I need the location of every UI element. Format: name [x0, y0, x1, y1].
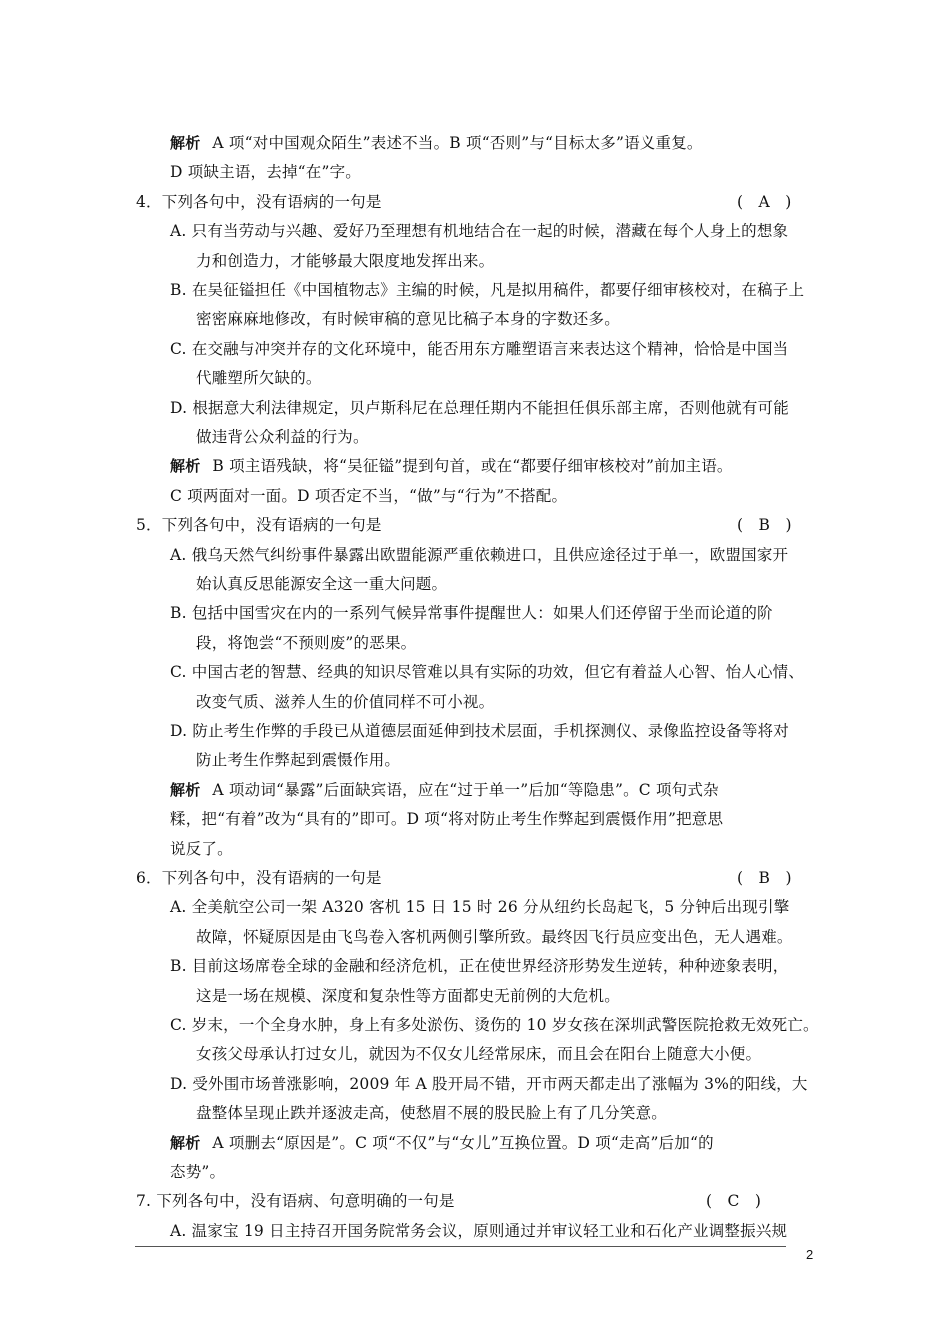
option-line: C. 中国古老的智慧、经典的知识尽管难以具有实际的功效，但它有着益人心智、怡人心情、: [170, 663, 805, 682]
option-continuation: 改变气质、滋养人生的价值同样不可小视。: [196, 692, 495, 711]
footer-rule: [135, 1246, 786, 1247]
page-number: 2: [806, 1247, 814, 1262]
analysis-text: A 项动词“暴露”后面缺宾语，应在“过于单一”后加“等隐患”。C 项句式杂: [212, 780, 719, 799]
option-continuation: 代雕塑所欠缺的。: [196, 369, 322, 388]
option-line: B. 在吴征镒担任《中国植物志》主编的时候，凡是拟用稿件，都要仔细审核校对，在稿子上: [170, 281, 805, 299]
analysis-label: 解析: [170, 1133, 201, 1152]
option-continuation: 力和创造力，才能够最大限度地发挥出来。: [196, 251, 495, 270]
analysis-line: [170, 839, 233, 859]
analysis-line: [170, 809, 723, 829]
analysis-text: C 项两面对一面。D 项否定不当，“做”与“行为”不搭配。: [170, 486, 568, 505]
question-stem: 5．下列各句中，没有语病的一句是: [136, 516, 382, 535]
option-line: B. 目前这场席卷全球的金融和经济危机，正在使世界经济形势发生逆转，种种迹象表明，: [170, 957, 789, 976]
option-line: A. 俄乌天然气纠纷事件暴露出欧盟能源严重依赖进口，且供应途径过于单一，欧盟国家开: [170, 545, 789, 564]
option-line: D. 受外围市场普涨影响，2009 年 A 股开局不错，开市两天都走出了涨幅为 3%的阳线，大: [170, 1074, 808, 1093]
option-line: A. 温家宝 19 日主持召开国务院常务会议，原则通过并审议轻工业和石化产业调整振兴规: [170, 1221, 788, 1240]
analysis-line: [170, 780, 719, 800]
option-line: D. 防止考生作弊的手段已从道德层面延伸到技术层面，手机探测仪、录像监控设备等将对: [170, 722, 789, 740]
option-line: B. 包括中国雪灾在内的一系列气候异常事件提醒世人：如果人们还停留于坐而论道的阶: [170, 604, 773, 623]
option-line: C. 岁末，一个全身水肿，身上有多处淤伤、烫伤的 10 岁女孩在深圳武警医院抢救无效死亡。: [170, 1016, 819, 1034]
option-continuation: 密密麻麻地修改，有时候审稿的意见比稿子本身的字数还多。: [196, 310, 620, 329]
option-continuation: 这是一场在规模、深度和复杂性等方面都史无前例的大危机。: [196, 986, 620, 1005]
option-continuation: 段，将饱尝“不预则废”的恶果。: [196, 633, 417, 652]
analysis-line: [170, 486, 567, 506]
option-continuation: 做违背公众利益的行为。: [196, 428, 369, 446]
question-stem: 6．下列各句中，没有语病的一句是: [136, 869, 382, 887]
analysis-text: 说反了。: [170, 839, 233, 858]
answer-key: ( B ): [737, 869, 792, 887]
option-continuation: 女孩父母承认打过女儿，就因为不仅女儿经常尿床，而且会在阳台上随意大小便。: [196, 1045, 762, 1064]
question-stem: 7. 下列各句中，没有语病、句意明确的一句是: [136, 1192, 455, 1211]
option-continuation: 盘整体呈现止跌并逐波走高，使愁眉不展的股民脸上有了几分笑意。: [196, 1104, 668, 1123]
option-line: C. 在交融与冲突并存的文化环境中，能否用东方雕塑语言来表达这个精神，恰恰是中国当: [170, 339, 789, 358]
analysis-label: 解析: [170, 134, 201, 152]
analysis-text: A 项删去“原因是”。C 项“不仅”与“女儿”互换位置。D 项“走高”后加“的: [212, 1133, 714, 1152]
option-continuation: 始认真反思能源安全这一重大问题。: [196, 575, 448, 593]
option-continuation: 故障，怀疑原因是由飞鸟卷入客机两侧引擎所致。最终因飞行员应变出色，无人遇难。: [196, 927, 793, 946]
analysis-text: D 项缺主语，去掉“在”字。: [170, 163, 362, 182]
analysis-label: 解析: [170, 780, 201, 799]
option-line: D. 根据意大利法律规定，贝卢斯科尼在总理任期内不能担任俱乐部主席，否则他就有可能: [170, 398, 789, 417]
analysis-line: [170, 456, 733, 476]
option-continuation: 防止考生作弊起到震慑作用。: [196, 751, 401, 770]
analysis-text: A 项“对中国观众陌生”表述不当。B 项“否则”与“目标太多”语义重复。: [212, 134, 703, 152]
option-line: A. 全美航空公司一架 A320 客机 15 日 15 时 26 分从纽约长岛起飞，5 分钟后出现引擎: [170, 898, 790, 917]
analysis-text: 态势”。: [170, 1163, 226, 1181]
analysis-line: [170, 1162, 225, 1182]
answer-key: ( C ): [706, 1192, 761, 1211]
analysis-text: B 项主语残缺，将“吴征镒”提到句首，或在“都要仔细审核校对”前加主语。: [212, 457, 733, 476]
analysis-line: [170, 133, 703, 153]
question-stem: 4．下列各句中，没有语病的一句是: [136, 192, 382, 211]
analysis-text: 糅，把“有着”改为“具有的”即可。D 项“将对防止考生作弊起到震慑作用”把意思: [170, 810, 724, 829]
analysis-line: [170, 162, 361, 182]
analysis-line: [170, 1133, 714, 1153]
option-line: A. 只有当劳动与兴趣、爱好乃至理想有机地结合在一起的时候，潜藏在每个人身上的想象: [170, 222, 789, 241]
answer-key: ( B ): [737, 516, 792, 535]
answer-key: ( A ): [737, 192, 792, 211]
analysis-label: 解析: [170, 457, 201, 476]
